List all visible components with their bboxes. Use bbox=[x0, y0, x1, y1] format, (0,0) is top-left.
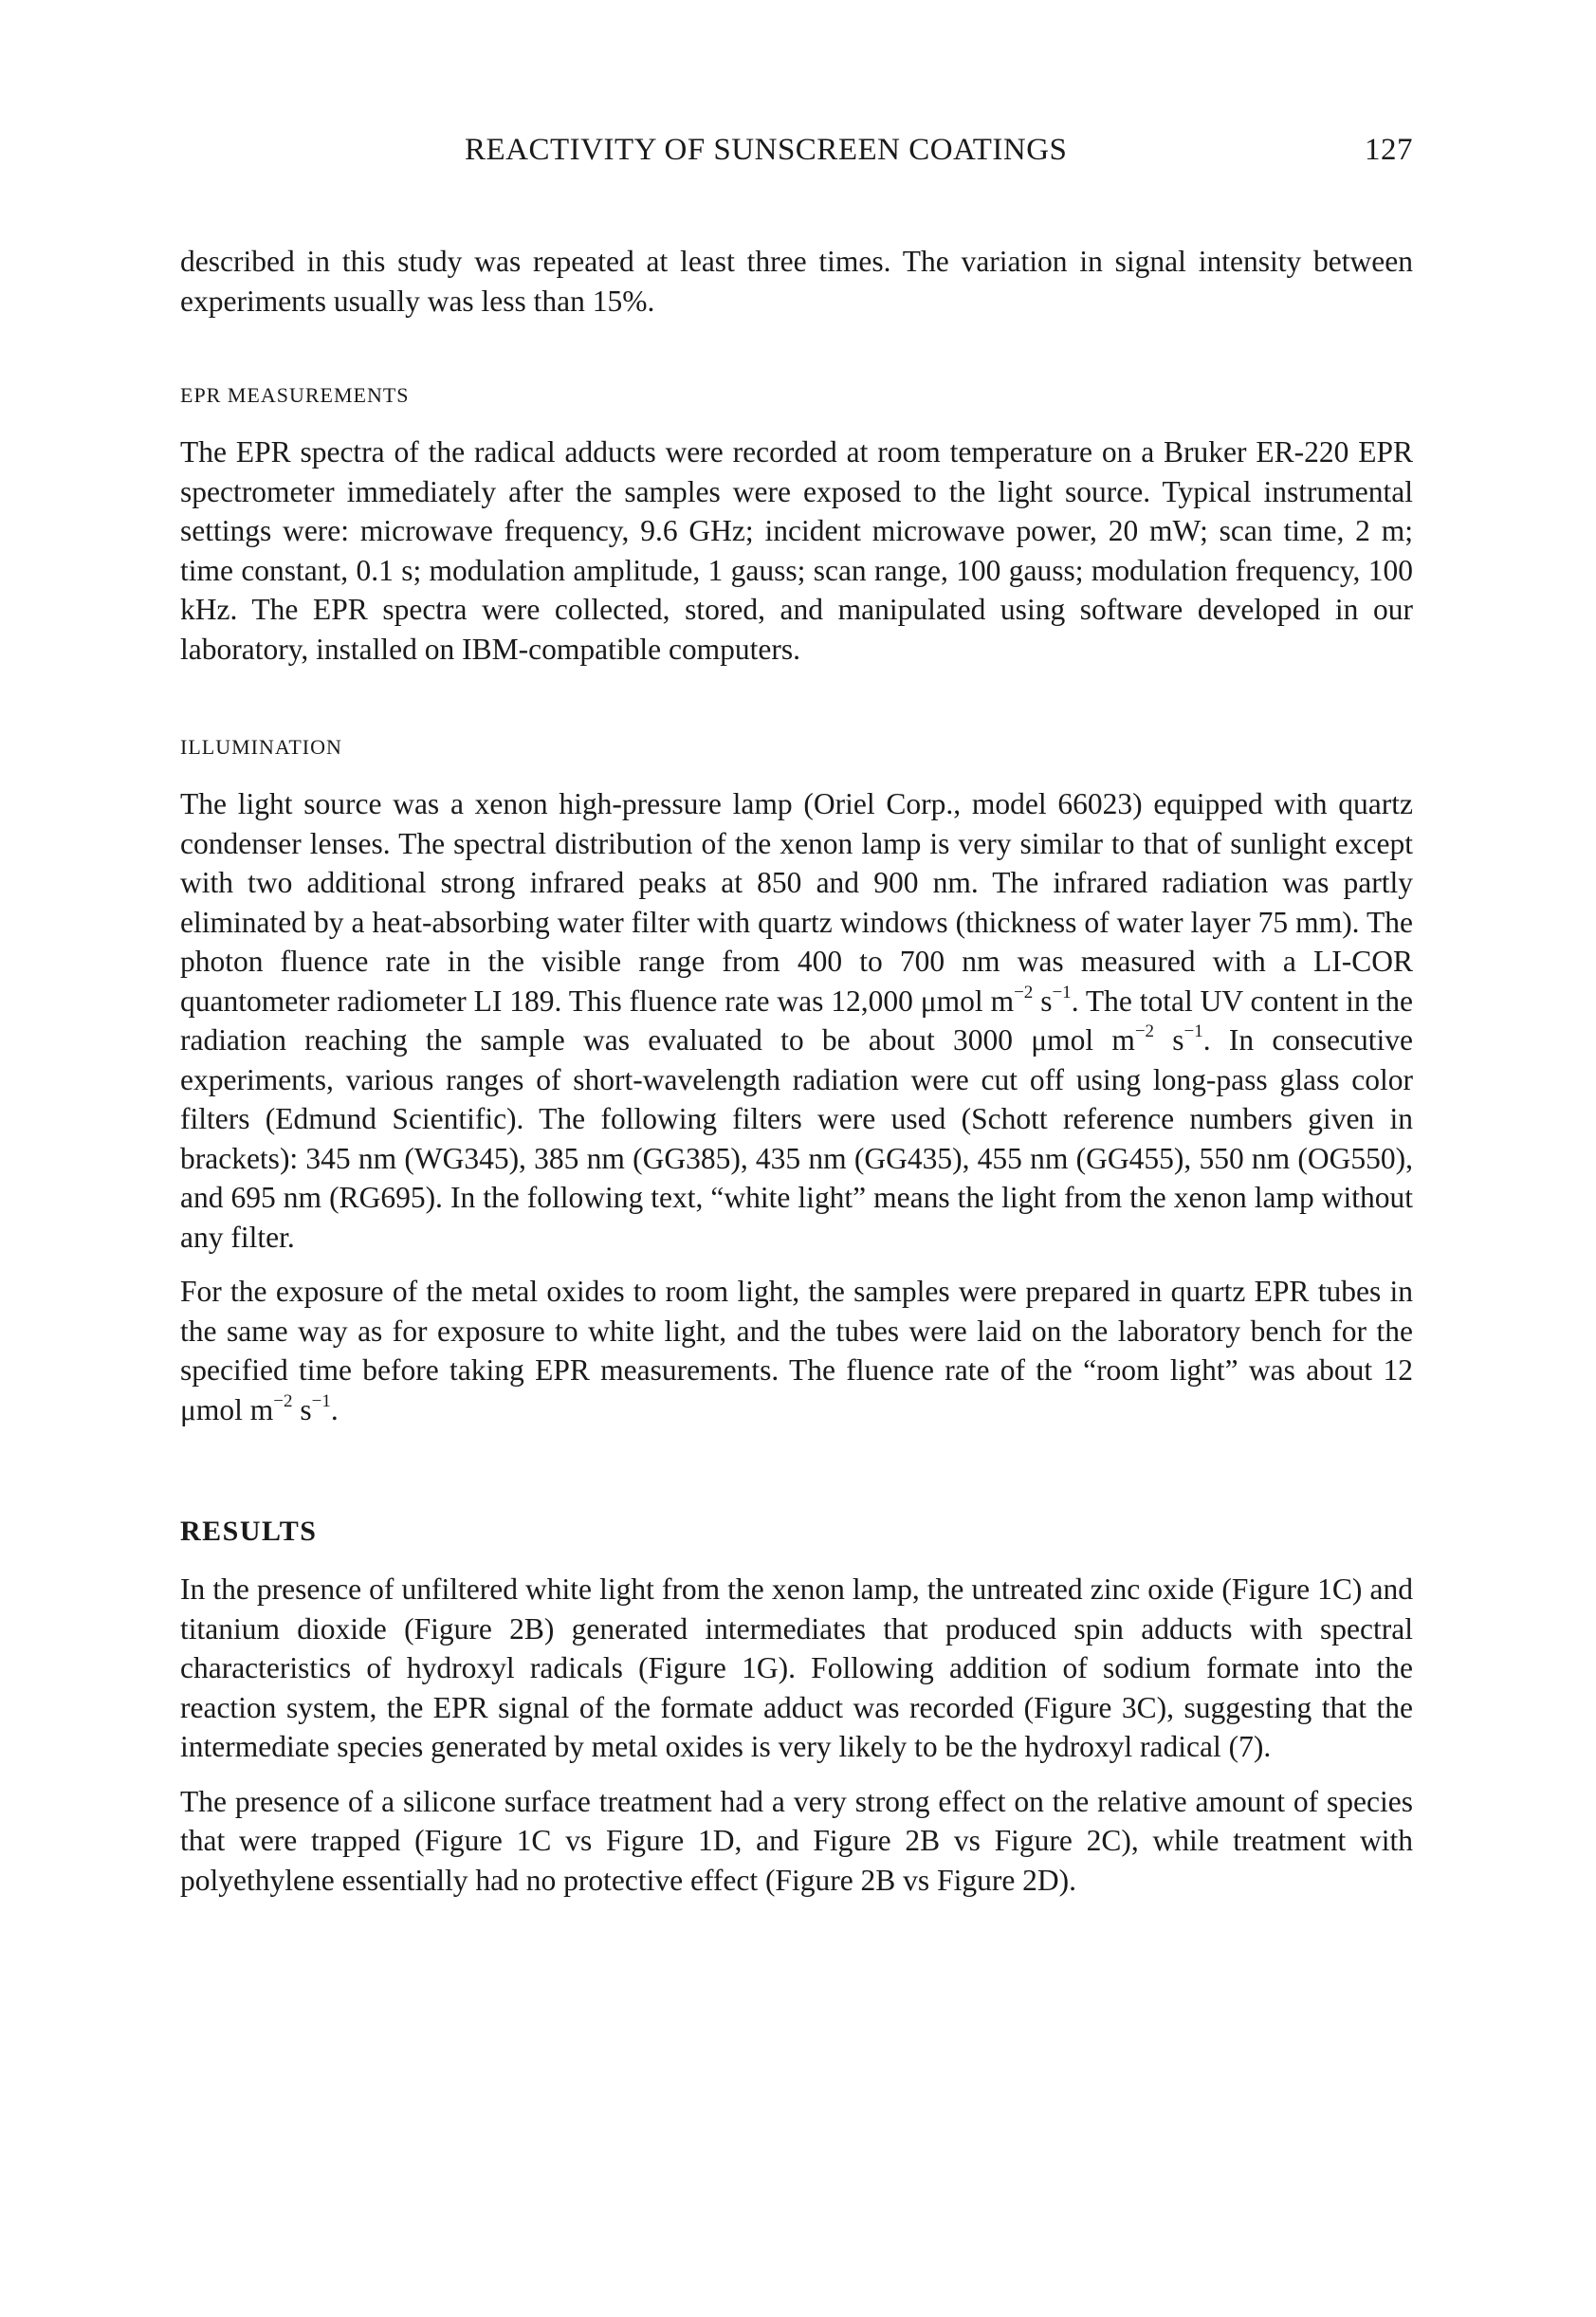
body-text bbox=[180, 242, 1413, 1900]
exponent-s-1: −1 bbox=[1052, 982, 1072, 1002]
unit-s-2: s bbox=[1154, 1023, 1184, 1057]
exponent-s-2: −1 bbox=[1183, 1021, 1203, 1041]
period-1: . bbox=[1071, 984, 1086, 1018]
period-2: . bbox=[1202, 1023, 1229, 1057]
page-number: 127 bbox=[1365, 133, 1413, 167]
unit-s-3: s bbox=[292, 1392, 312, 1426]
intro-paragraph: described in this study was repeated at least three times. The variation in signal intensity between experiments usually was less than 15%. bbox=[180, 245, 1413, 318]
results-heading: RESULTS bbox=[180, 1516, 318, 1547]
results-paragraph-1: In the presence of unfiltered white light from the xenon lamp, the untreated zinc oxide (Figure 1C) and titanium dioxide (Figure 2B) generated intermediates that produced spin adducts with spectral characteristics of hydroxyl radicals (Figure 1G). Following addition of sodium formate into the reaction system, the EPR signal of the formate adduct was recorded (Figure 3C), suggesting that the intermediate species generated by metal oxides is very likely to be the hydroxyl radical (7). bbox=[180, 1572, 1413, 1763]
exponent-m-1: −2 bbox=[1014, 982, 1034, 1002]
epr-measurements-heading: EPR MEASUREMENTS bbox=[180, 383, 410, 407]
exponent-s-3: −1 bbox=[311, 1390, 331, 1411]
running-header bbox=[180, 133, 1413, 180]
illumination-paragraph-1 bbox=[180, 784, 1413, 1257]
exponent-m-2: −2 bbox=[1134, 1021, 1155, 1041]
illumination-text-1b: The total UV content in the radiation reaching the sample was evaluated to be about 3000 μmol m bbox=[180, 984, 1414, 1057]
epr-paragraph: The EPR spectra of the radical adducts were recorded at room temperature on a Bruker ER-220 EPR spectrometer immediately after the samples were exposed to the light source. Typical instrumental settings were: microwave frequency, 9.6 GHz; incident microwave power, 20 mW; scan time, 2 m; time constant, 0.1 s; modulation amplitude, 1 gauss; scan range, 100 gauss; modulation frequency, 100 kHz. The EPR spectra were collected, stored, and manipulated using software developed in our laboratory, installed on IBM-compatible computers. bbox=[180, 435, 1413, 666]
illumination-text-1c: In consecutive experiments, various ranges of short-wavelength radiation were cut off using long-pass glass color filters (Edmund Scientific). The following filters were used (Schott reference numbers given in brackets): 345 nm (WG345), 385 nm (GG385), 435 nm (GG435), 455 nm (GG455), 550 nm (OG550), and 695 nm (RG695). In the following text, “white light” means the light from the xenon lamp without any filter. bbox=[180, 1023, 1414, 1254]
exponent-m-3: −2 bbox=[273, 1390, 293, 1411]
illumination-text-1a: The light source was a xenon high-pressure lamp (Oriel Corp., model 66023) equipped with quartz condenser lenses. The spectral distribution of the xenon lamp is very similar to that of sunlight except with two additional strong infrared peaks at 850 and 900 nm. The infrared radiation was partly eliminated by a heat-absorbing water filter with quartz windows (thickness of water layer 75 mm). The photon fluence rate in the visible range from 400 to 700 nm was measured with a LI-COR quantometer radiometer LI 189. This fluence rate was 12,000 μmol m bbox=[180, 787, 1413, 1018]
illumination-heading: ILLUMINATION bbox=[180, 735, 342, 759]
results-paragraph-2: The presence of a silicone surface treatment had a very strong effect on the relative amount of species that were trapped (Figure 1C vs Figure 1D, and Figure 2B vs Figure 2C), while treatment with polyethylene essentially had no protective effect (Figure 2B vs Figure 2D). bbox=[180, 1784, 1413, 1897]
running-title: REACTIVITY OF SUNSCREEN COATINGS bbox=[465, 133, 1068, 167]
illumination-paragraph-2 bbox=[180, 1272, 1413, 1429]
unit-s-1: s bbox=[1033, 984, 1053, 1018]
illumination-text-2a: For the exposure of the metal oxides to room light, the samples were prepared in quartz EPR tubes in the same way as for exposure to white light, and the tubes were laid on the laboratory bench for the specified time before taking EPR measurements. The fluence rate of the “room light” was about 12 μmol m bbox=[180, 1275, 1413, 1426]
period-3: . bbox=[330, 1392, 339, 1426]
